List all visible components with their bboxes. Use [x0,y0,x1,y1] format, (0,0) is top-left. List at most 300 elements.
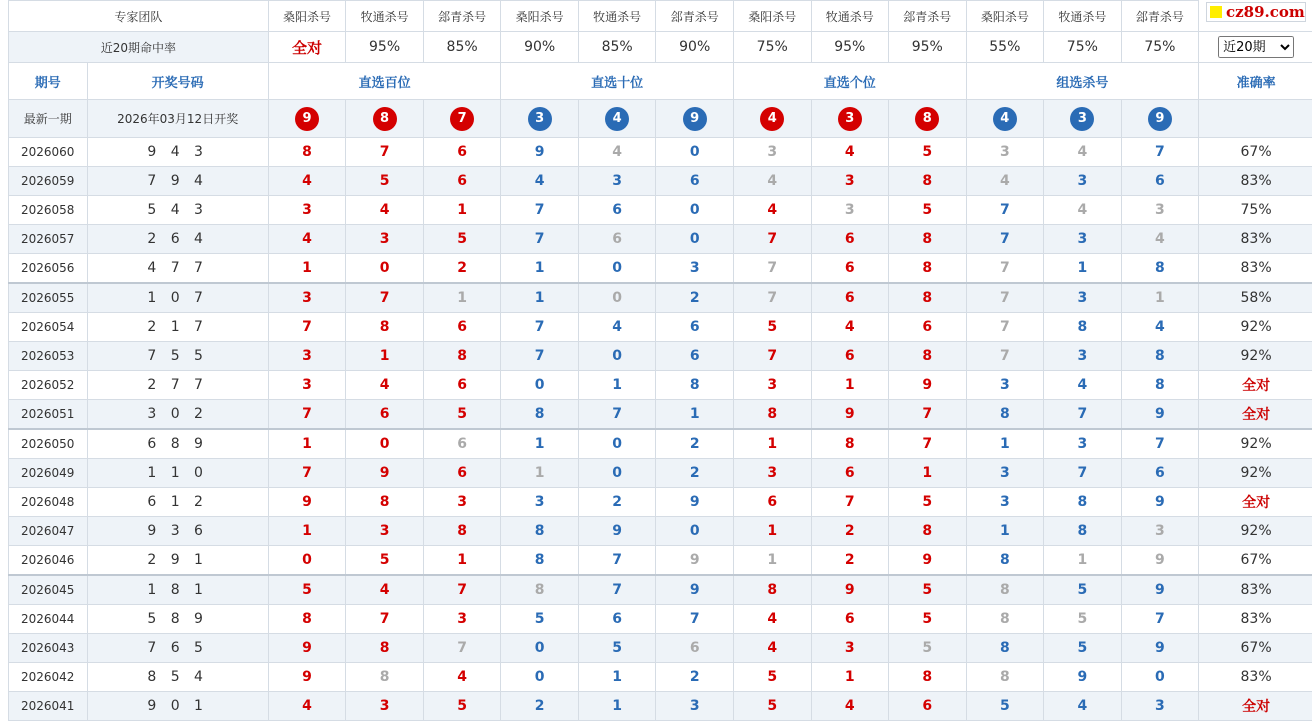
kill-number-cell: 0 [346,429,424,459]
kill-number-cell: 5 [501,605,579,634]
table-row [9,138,1312,167]
kill-number-cell: 8 [966,605,1044,634]
latest-ball-cell [889,100,967,138]
kill-number-cell: 0 [578,342,656,371]
kill-number-cell: 9 [268,488,346,517]
kill-number-cell: 4 [966,167,1044,196]
kill-number-cell: 7 [501,196,579,225]
kill-number-cell: 4 [811,692,889,721]
units-header: 直选个位 [733,63,966,100]
latest-ball-cell [1121,100,1199,138]
latest-ball-cell [423,100,501,138]
kill-number-cell: 5 [733,663,811,692]
kill-number-cell: 6 [1121,167,1199,196]
draw-cell: 1 0 7 [87,283,268,313]
accuracy-cell: 全对 [1199,488,1312,517]
kill-number-cell: 8 [733,575,811,605]
kill-number-cell: 8 [889,167,967,196]
group-header: 组选杀号 [966,63,1199,100]
kill-number-cell: 2 [423,254,501,284]
draw-header: 开奖号码 [87,63,268,100]
kill-number-cell: 7 [656,605,734,634]
accuracy-cell: 83% [1199,575,1312,605]
kill-number-cell: 6 [889,313,967,342]
kill-number-cell: 8 [423,517,501,546]
hit-rate-row [9,32,1312,63]
kill-number-cell: 3 [966,459,1044,488]
kill-number-cell: 5 [1044,575,1122,605]
ball-blue: 4 [993,107,1017,131]
kill-number-cell: 8 [889,517,967,546]
kill-number-cell: 7 [966,313,1044,342]
kill-number-cell: 6 [578,605,656,634]
kill-number-cell: 7 [1121,138,1199,167]
draw-cell: 1 1 0 [87,459,268,488]
kill-number-cell: 1 [423,196,501,225]
kill-number-cell: 8 [889,225,967,254]
ball-blue: 4 [605,107,629,131]
kill-number-cell: 1 [966,517,1044,546]
kill-number-cell: 8 [268,605,346,634]
kill-number-cell: 0 [578,283,656,313]
latest-row [9,100,1312,138]
kill-number-cell: 3 [423,605,501,634]
kill-number-cell: 3 [656,254,734,284]
kill-number-cell: 5 [423,225,501,254]
kill-number-cell: 4 [268,225,346,254]
latest-ball-cell [578,100,656,138]
draw-cell: 6 8 9 [87,429,268,459]
kill-number-cell: 1 [811,371,889,400]
kill-number-table [8,0,1312,721]
hit-rate: 85% [578,32,656,63]
kill-number-cell: 6 [346,400,424,430]
expert-name: 郐青杀号 [423,1,501,32]
ball-blue: 9 [683,107,707,131]
kill-number-cell: 2 [501,692,579,721]
kill-number-cell: 8 [346,634,424,663]
kill-number-cell: 7 [733,225,811,254]
kill-number-cell: 3 [811,196,889,225]
kill-number-cell: 6 [423,459,501,488]
kill-number-cell: 5 [346,546,424,576]
table-row [9,313,1312,342]
kill-number-cell: 8 [346,663,424,692]
kill-number-cell: 5 [966,692,1044,721]
accuracy-cell: 83% [1199,663,1312,692]
period-cell: 2026051 [9,400,88,430]
kill-number-cell: 6 [1121,459,1199,488]
ball-blue: 9 [1148,107,1172,131]
draw-cell: 2 7 7 [87,371,268,400]
section-header-row [9,63,1312,100]
table-row [9,196,1312,225]
ball-red: 4 [760,107,784,131]
kill-number-cell: 7 [733,254,811,284]
kill-number-cell: 4 [268,167,346,196]
table-row [9,663,1312,692]
kill-number-cell: 3 [1121,517,1199,546]
kill-number-cell: 3 [578,167,656,196]
draw-cell: 9 4 3 [87,138,268,167]
kill-number-cell: 6 [423,313,501,342]
accuracy-cell: 92% [1199,313,1312,342]
kill-number-cell: 9 [346,459,424,488]
kill-number-cell: 3 [1044,429,1122,459]
kill-number-cell: 9 [656,575,734,605]
kill-number-cell: 3 [733,459,811,488]
kill-number-cell: 0 [656,225,734,254]
expert-name: 牧通杀号 [811,1,889,32]
period-range-select[interactable] [1218,36,1294,58]
period-cell: 2026057 [9,225,88,254]
kill-number-cell: 9 [656,546,734,576]
expert-name: 郐青杀号 [889,1,967,32]
accuracy-cell: 83% [1199,167,1312,196]
table-row [9,225,1312,254]
latest-ball-cell [966,100,1044,138]
kill-number-cell: 4 [1044,138,1122,167]
latest-ball-cell [1044,100,1122,138]
draw-cell: 1 8 1 [87,575,268,605]
kill-number-cell: 7 [966,342,1044,371]
kill-number-cell: 5 [889,488,967,517]
accuracy-cell: 92% [1199,517,1312,546]
table-row [9,517,1312,546]
kill-number-cell: 7 [578,575,656,605]
accuracy-cell: 67% [1199,546,1312,576]
accuracy-cell: 92% [1199,342,1312,371]
kill-number-cell: 5 [268,575,346,605]
kill-number-cell: 1 [423,283,501,313]
draw-cell: 5 4 3 [87,196,268,225]
kill-number-cell: 6 [811,459,889,488]
kill-number-cell: 0 [268,546,346,576]
tens-header: 直选十位 [501,63,734,100]
period-cell: 2026044 [9,605,88,634]
kill-number-cell: 0 [501,663,579,692]
kill-number-cell: 5 [889,138,967,167]
table-row [9,459,1312,488]
kill-number-cell: 3 [268,196,346,225]
kill-number-cell: 3 [1044,225,1122,254]
expert-name: 桑阳杀号 [268,1,346,32]
kill-number-cell: 4 [346,196,424,225]
kill-number-cell: 6 [423,138,501,167]
ball-blue: 3 [1070,107,1094,131]
kill-number-cell: 9 [889,546,967,576]
kill-number-cell: 0 [656,517,734,546]
table-row [9,254,1312,284]
kill-number-cell: 0 [578,459,656,488]
draw-cell: 9 3 6 [87,517,268,546]
kill-number-cell: 4 [346,371,424,400]
hit-rate-label: 近20期命中率 [9,32,269,63]
kill-number-cell: 2 [811,546,889,576]
kill-number-cell: 5 [578,634,656,663]
kill-number-cell: 4 [578,313,656,342]
kill-number-cell: 7 [966,225,1044,254]
kill-number-cell: 7 [811,488,889,517]
kill-number-cell: 0 [578,254,656,284]
kill-number-cell: 9 [1121,575,1199,605]
table-row [9,283,1312,313]
kill-number-cell: 1 [733,546,811,576]
kill-number-cell: 3 [1121,692,1199,721]
kill-number-cell: 3 [966,488,1044,517]
latest-ball-cell [346,100,424,138]
kill-number-cell: 8 [966,575,1044,605]
kill-number-cell: 2 [656,663,734,692]
kill-number-cell: 4 [733,605,811,634]
kill-number-cell: 5 [346,167,424,196]
kill-number-cell: 4 [1121,313,1199,342]
kill-number-cell: 0 [656,138,734,167]
expert-name: 郐青杀号 [1121,1,1199,32]
ball-red: 7 [450,107,474,131]
kill-number-cell: 8 [501,400,579,430]
kill-number-cell: 5 [889,605,967,634]
kill-number-cell: 9 [1121,488,1199,517]
hit-rate: 85% [423,32,501,63]
kill-number-cell: 1 [656,400,734,430]
kill-number-cell: 8 [501,546,579,576]
period-cell: 2026060 [9,138,88,167]
kill-number-cell: 7 [268,459,346,488]
kill-number-cell: 9 [656,488,734,517]
kill-number-cell: 4 [423,663,501,692]
kill-number-cell: 0 [656,196,734,225]
ball-red: 9 [295,107,319,131]
period-cell: 2026053 [9,342,88,371]
kill-number-cell: 1 [733,429,811,459]
kill-number-cell: 7 [1044,459,1122,488]
kill-number-cell: 3 [1044,342,1122,371]
table-row [9,167,1312,196]
expert-header-row [9,1,1312,32]
kill-number-cell: 6 [423,429,501,459]
accuracy-cell: 92% [1199,459,1312,488]
kill-number-cell: 4 [1121,225,1199,254]
accuracy-cell: 75% [1199,196,1312,225]
kill-number-cell: 8 [966,663,1044,692]
kill-number-cell: 3 [346,517,424,546]
kill-number-cell: 6 [811,283,889,313]
kill-number-cell: 5 [1044,634,1122,663]
kill-number-cell: 4 [268,692,346,721]
accuracy-cell: 67% [1199,138,1312,167]
latest-ball-cell [268,100,346,138]
kill-number-cell: 3 [423,488,501,517]
kill-number-cell: 3 [811,167,889,196]
kill-number-cell: 8 [656,371,734,400]
kill-number-cell: 8 [1044,488,1122,517]
draw-cell: 2 9 1 [87,546,268,576]
kill-number-cell: 1 [501,459,579,488]
kill-number-cell: 4 [578,138,656,167]
kill-number-cell: 3 [733,138,811,167]
accuracy-cell: 83% [1199,605,1312,634]
kill-number-cell: 2 [656,429,734,459]
kill-number-cell: 8 [733,400,811,430]
kill-number-cell: 8 [811,429,889,459]
kill-number-cell: 8 [1121,342,1199,371]
kill-number-cell: 8 [423,342,501,371]
hundreds-header: 直选百位 [268,63,501,100]
expert-name: 牧通杀号 [1044,1,1122,32]
table-row [9,634,1312,663]
hit-rate: 75% [1121,32,1199,63]
kill-number-cell: 5 [423,692,501,721]
kill-number-cell: 4 [1044,371,1122,400]
kill-number-cell: 7 [1121,429,1199,459]
period-cell: 2026045 [9,575,88,605]
kill-number-cell: 3 [1044,167,1122,196]
kill-number-cell: 9 [811,400,889,430]
kill-number-cell: 1 [578,663,656,692]
kill-number-cell: 8 [966,634,1044,663]
accuracy-cell: 83% [1199,254,1312,284]
kill-number-cell: 3 [501,488,579,517]
kill-number-cell: 1 [578,692,656,721]
table-row [9,371,1312,400]
kill-number-cell: 1 [268,517,346,546]
ball-red: 8 [373,107,397,131]
kill-number-cell: 8 [1044,313,1122,342]
latest-accuracy-cell [1199,100,1312,138]
kill-number-cell: 3 [268,283,346,313]
kill-number-cell: 7 [346,138,424,167]
team-label: 专家团队 [9,1,269,32]
kill-number-cell: 9 [578,517,656,546]
kill-number-cell: 8 [889,342,967,371]
kill-number-cell: 7 [268,313,346,342]
kill-number-cell: 7 [423,575,501,605]
kill-number-cell: 7 [889,429,967,459]
site-logo[interactable] [1206,2,1306,22]
kill-number-cell: 3 [966,371,1044,400]
range-cell [1199,32,1312,63]
kill-number-cell: 7 [501,225,579,254]
hit-rate: 全对 [268,32,346,63]
hit-rate: 90% [656,32,734,63]
kill-number-cell: 9 [501,138,579,167]
kill-number-cell: 1 [501,283,579,313]
kill-number-cell: 0 [578,429,656,459]
kill-number-cell: 4 [811,138,889,167]
period-cell: 2026052 [9,371,88,400]
kill-number-cell: 5 [1044,605,1122,634]
kill-number-cell: 8 [268,138,346,167]
kill-number-cell: 4 [733,196,811,225]
kill-number-cell: 5 [889,575,967,605]
table-row [9,692,1312,721]
logo-square-icon [1210,6,1222,18]
kill-number-cell: 9 [811,575,889,605]
kill-number-cell: 4 [733,634,811,663]
ball-blue: 3 [528,107,552,131]
draw-cell: 5 8 9 [87,605,268,634]
kill-number-cell: 7 [1121,605,1199,634]
kill-number-cell: 3 [268,371,346,400]
period-cell: 2026046 [9,546,88,576]
kill-number-cell: 1 [966,429,1044,459]
kill-number-cell: 8 [1121,254,1199,284]
period-cell: 2026054 [9,313,88,342]
period-cell: 2026041 [9,692,88,721]
kill-number-cell: 6 [811,225,889,254]
kill-number-cell: 7 [966,196,1044,225]
table-row [9,342,1312,371]
kill-number-cell: 7 [578,546,656,576]
accuracy-cell: 58% [1199,283,1312,313]
hit-rate: 75% [733,32,811,63]
kill-number-cell: 6 [656,313,734,342]
period-cell: 2026059 [9,167,88,196]
kill-number-cell: 7 [578,400,656,430]
kill-number-cell: 9 [1121,400,1199,430]
kill-number-cell: 6 [423,371,501,400]
kill-number-cell: 7 [346,605,424,634]
kill-number-cell: 6 [656,634,734,663]
draw-cell: 2 1 7 [87,313,268,342]
kill-number-cell: 9 [1121,634,1199,663]
kill-number-cell: 4 [811,313,889,342]
draw-cell: 8 5 4 [87,663,268,692]
period-cell: 2026048 [9,488,88,517]
kill-number-cell: 1 [501,429,579,459]
accuracy-cell: 全对 [1199,371,1312,400]
kill-number-cell: 0 [501,634,579,663]
kill-number-cell: 1 [1044,254,1122,284]
kill-number-cell: 7 [733,283,811,313]
kill-number-cell: 6 [656,342,734,371]
expert-name: 牧通杀号 [346,1,424,32]
table-row [9,546,1312,576]
kill-number-cell: 3 [811,634,889,663]
period-cell: 2026058 [9,196,88,225]
period-header: 期号 [9,63,88,100]
kill-number-cell: 7 [423,634,501,663]
logo-text: cz89.com [1226,3,1305,21]
kill-number-cell: 5 [889,196,967,225]
expert-name: 桑阳杀号 [501,1,579,32]
period-cell: 2026047 [9,517,88,546]
kill-number-cell: 1 [811,663,889,692]
kill-number-cell: 8 [889,254,967,284]
expert-name: 桑阳杀号 [733,1,811,32]
kill-number-cell: 3 [656,692,734,721]
latest-date: 2026年03月12日开奖 [87,100,268,138]
kill-number-cell: 8 [346,488,424,517]
kill-number-cell: 3 [1121,196,1199,225]
period-cell: 2026056 [9,254,88,284]
kill-number-cell: 3 [1044,283,1122,313]
kill-number-cell: 8 [1121,371,1199,400]
table-row [9,400,1312,430]
accuracy-cell: 83% [1199,225,1312,254]
kill-number-cell: 6 [578,196,656,225]
hit-rate: 95% [889,32,967,63]
hit-rate: 55% [966,32,1044,63]
kill-number-cell: 5 [733,692,811,721]
expert-name: 桑阳杀号 [966,1,1044,32]
kill-number-cell: 8 [966,400,1044,430]
kill-number-cell: 1 [733,517,811,546]
accuracy-header: 准确率 [1199,63,1312,100]
table-row [9,575,1312,605]
kill-number-cell: 8 [889,663,967,692]
